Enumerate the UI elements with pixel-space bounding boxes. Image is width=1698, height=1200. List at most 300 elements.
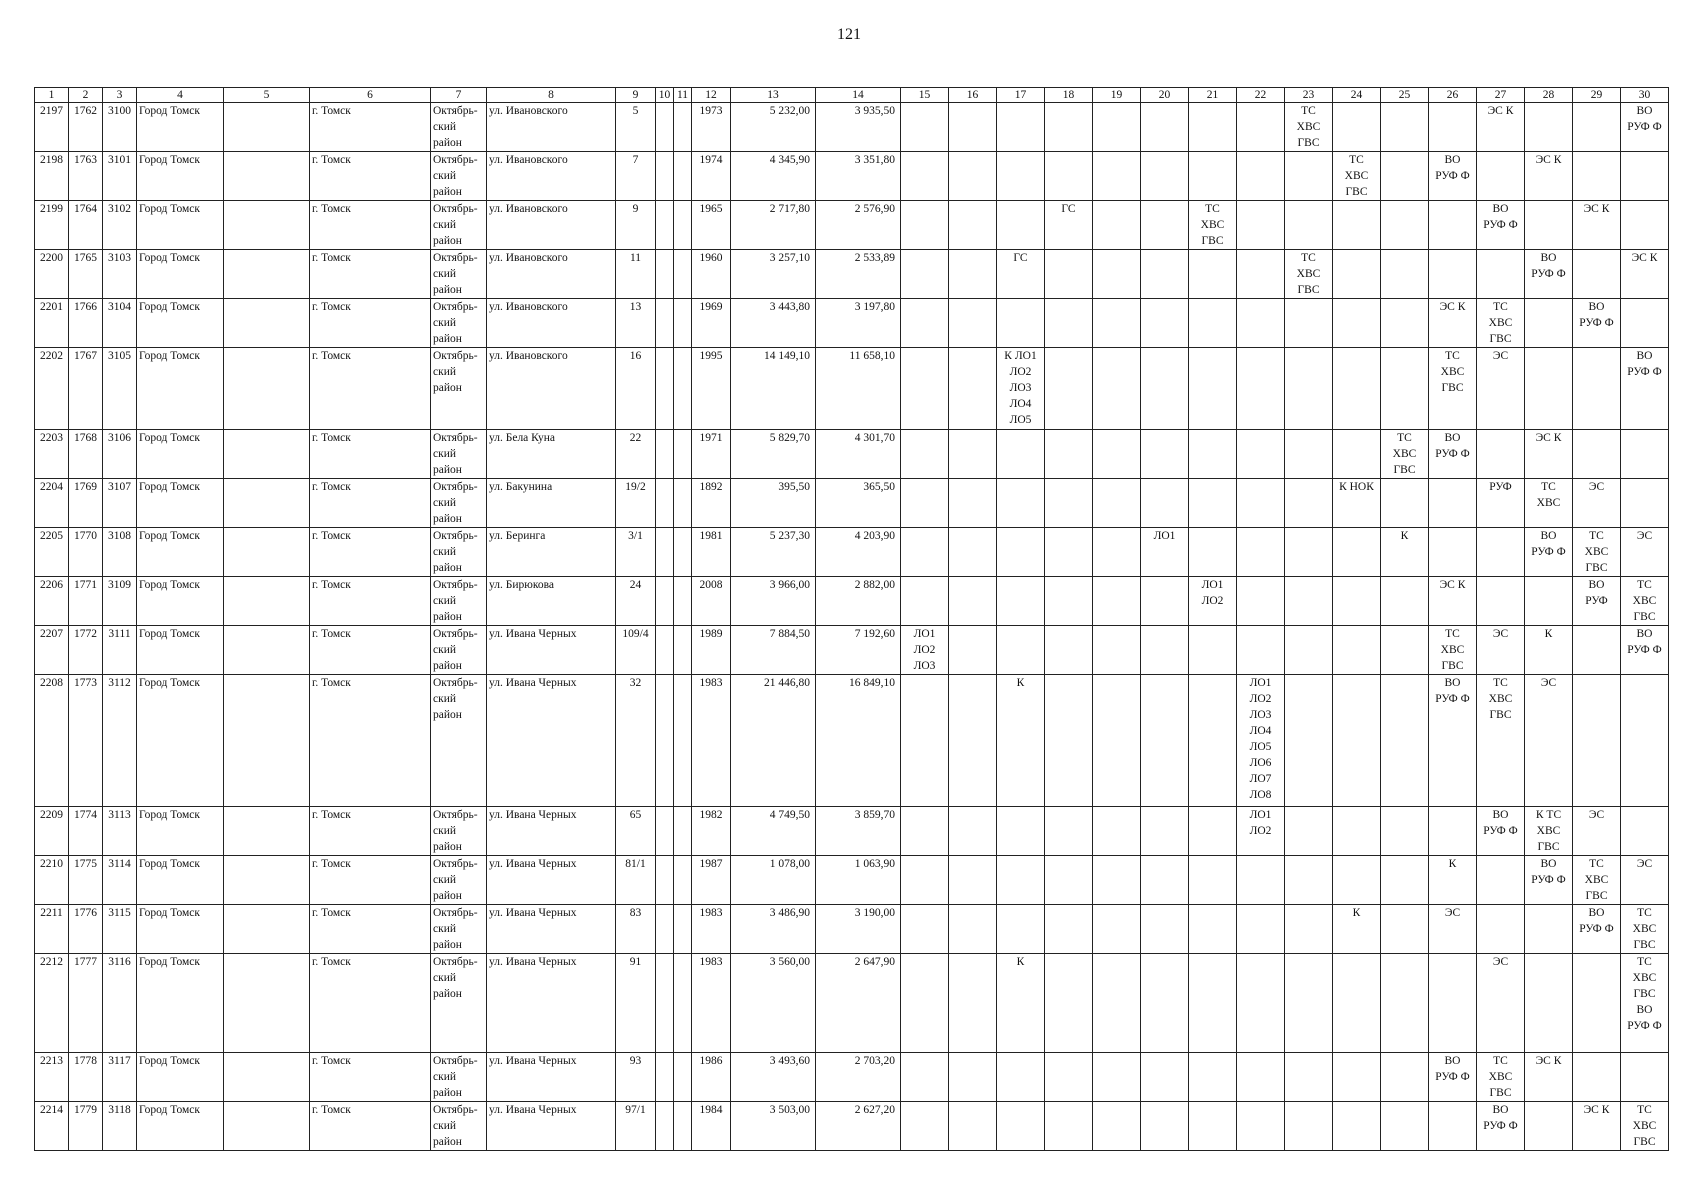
cell-col-14: 2 703,20 bbox=[816, 1053, 901, 1102]
cell-col-1: 2203 bbox=[35, 430, 69, 479]
cell-col-30 bbox=[1621, 430, 1669, 479]
cell-col-9: 13 bbox=[616, 299, 656, 348]
cell-col-18 bbox=[1045, 1053, 1093, 1102]
cell-col-15 bbox=[901, 675, 949, 807]
cell-col-13: 5 829,70 bbox=[731, 430, 816, 479]
table-row bbox=[35, 430, 1669, 479]
cell-col-16 bbox=[949, 675, 997, 807]
cell-col-8: ул. Бакунина bbox=[487, 479, 616, 528]
cell-col-7: Октябрь- ский район bbox=[431, 1053, 487, 1102]
cell-col-20 bbox=[1141, 954, 1189, 1053]
cell-col-28 bbox=[1525, 103, 1573, 152]
cell-col-1: 2201 bbox=[35, 299, 69, 348]
cell-col-6: г. Томск bbox=[310, 807, 431, 856]
cell-col-22 bbox=[1237, 430, 1285, 479]
cell-col-25 bbox=[1381, 626, 1429, 675]
cell-col-20: ЛО1 bbox=[1141, 528, 1189, 577]
cell-col-21 bbox=[1189, 348, 1237, 430]
cell-col-30: ТС ХВС ГВС ВО РУФ Ф bbox=[1621, 954, 1669, 1053]
cell-col-13: 395,50 bbox=[731, 479, 816, 528]
cell-col-7: Октябрь- ский район bbox=[431, 856, 487, 905]
cell-col-18 bbox=[1045, 905, 1093, 954]
cell-col-26 bbox=[1429, 528, 1477, 577]
cell-col-20 bbox=[1141, 201, 1189, 250]
cell-col-20 bbox=[1141, 626, 1189, 675]
cell-col-10 bbox=[656, 807, 674, 856]
cell-col-20 bbox=[1141, 1102, 1189, 1151]
cell-col-3: 3115 bbox=[103, 905, 137, 954]
cell-col-3: 3113 bbox=[103, 807, 137, 856]
cell-col-27: ВО РУФ Ф bbox=[1477, 201, 1525, 250]
cell-col-20 bbox=[1141, 807, 1189, 856]
cell-col-4: Город Томск bbox=[137, 201, 224, 250]
cell-col-4: Город Томск bbox=[137, 103, 224, 152]
cell-col-12: 1973 bbox=[692, 103, 731, 152]
table-row bbox=[35, 348, 1669, 430]
table-row bbox=[35, 577, 1669, 626]
cell-col-14: 7 192,60 bbox=[816, 626, 901, 675]
cell-col-9: 83 bbox=[616, 905, 656, 954]
cell-col-7: Октябрь- ский район bbox=[431, 528, 487, 577]
cell-col-10 bbox=[656, 528, 674, 577]
cell-col-17 bbox=[997, 1102, 1045, 1151]
cell-col-4: Город Томск bbox=[137, 807, 224, 856]
cell-col-25: К bbox=[1381, 528, 1429, 577]
cell-col-4: Город Томск bbox=[137, 1102, 224, 1151]
cell-col-3: 3103 bbox=[103, 250, 137, 299]
cell-col-16 bbox=[949, 348, 997, 430]
cell-col-10 bbox=[656, 103, 674, 152]
cell-col-8: ул. Ивана Черных bbox=[487, 675, 616, 807]
cell-col-15 bbox=[901, 807, 949, 856]
cell-col-23 bbox=[1285, 675, 1333, 807]
cell-col-18 bbox=[1045, 250, 1093, 299]
cell-col-15 bbox=[901, 528, 949, 577]
cell-col-22 bbox=[1237, 528, 1285, 577]
cell-col-1: 2197 bbox=[35, 103, 69, 152]
cell-col-1: 2208 bbox=[35, 675, 69, 807]
cell-col-25 bbox=[1381, 103, 1429, 152]
cell-col-18 bbox=[1045, 152, 1093, 201]
cell-col-16 bbox=[949, 152, 997, 201]
cell-col-10 bbox=[656, 479, 674, 528]
cell-col-6: г. Томск bbox=[310, 626, 431, 675]
cell-col-14: 4 301,70 bbox=[816, 430, 901, 479]
table-row bbox=[35, 299, 1669, 348]
cell-col-16 bbox=[949, 1053, 997, 1102]
cell-col-22 bbox=[1237, 201, 1285, 250]
cell-col-13: 21 446,80 bbox=[731, 675, 816, 807]
table-row bbox=[35, 954, 1669, 1053]
table-row bbox=[35, 626, 1669, 675]
cell-col-24: К bbox=[1333, 905, 1381, 954]
cell-col-17 bbox=[997, 626, 1045, 675]
column-header-27: 27 bbox=[1477, 88, 1525, 103]
cell-col-18 bbox=[1045, 528, 1093, 577]
cell-col-21 bbox=[1189, 430, 1237, 479]
cell-col-12: 1982 bbox=[692, 807, 731, 856]
cell-col-18 bbox=[1045, 675, 1093, 807]
cell-col-4: Город Томск bbox=[137, 479, 224, 528]
cell-col-12: 1995 bbox=[692, 348, 731, 430]
cell-col-25 bbox=[1381, 675, 1429, 807]
cell-col-1: 2214 bbox=[35, 1102, 69, 1151]
cell-col-19 bbox=[1093, 299, 1141, 348]
cell-col-6: г. Томск bbox=[310, 201, 431, 250]
cell-col-6: г. Томск bbox=[310, 954, 431, 1053]
cell-col-5 bbox=[224, 954, 310, 1053]
cell-col-18 bbox=[1045, 856, 1093, 905]
cell-col-29: ТС ХВС ГВС bbox=[1573, 528, 1621, 577]
table-row bbox=[35, 1102, 1669, 1151]
cell-col-20 bbox=[1141, 250, 1189, 299]
cell-col-12: 1987 bbox=[692, 856, 731, 905]
table-row bbox=[35, 856, 1669, 905]
cell-col-1: 2198 bbox=[35, 152, 69, 201]
cell-col-21 bbox=[1189, 299, 1237, 348]
cell-col-4: Город Томск bbox=[137, 905, 224, 954]
cell-col-16 bbox=[949, 299, 997, 348]
cell-col-26 bbox=[1429, 201, 1477, 250]
cell-col-16 bbox=[949, 807, 997, 856]
cell-col-17: К bbox=[997, 675, 1045, 807]
cell-col-23 bbox=[1285, 528, 1333, 577]
cell-col-13: 4 749,50 bbox=[731, 807, 816, 856]
cell-col-14: 2 576,90 bbox=[816, 201, 901, 250]
cell-col-30: ВО РУФ Ф bbox=[1621, 348, 1669, 430]
cell-col-1: 2199 bbox=[35, 201, 69, 250]
cell-col-2: 1773 bbox=[69, 675, 103, 807]
cell-col-6: г. Томск bbox=[310, 152, 431, 201]
cell-col-4: Город Томск bbox=[137, 954, 224, 1053]
cell-col-23 bbox=[1285, 856, 1333, 905]
cell-col-8: ул. Бела Куна bbox=[487, 430, 616, 479]
cell-col-2: 1765 bbox=[69, 250, 103, 299]
cell-col-12: 1983 bbox=[692, 675, 731, 807]
cell-col-14: 365,50 bbox=[816, 479, 901, 528]
cell-col-13: 5 232,00 bbox=[731, 103, 816, 152]
cell-col-15 bbox=[901, 479, 949, 528]
cell-col-16 bbox=[949, 626, 997, 675]
cell-col-20 bbox=[1141, 479, 1189, 528]
cell-col-3: 3104 bbox=[103, 299, 137, 348]
cell-col-27: ЭС bbox=[1477, 348, 1525, 430]
cell-col-11 bbox=[674, 1102, 692, 1151]
cell-col-25 bbox=[1381, 152, 1429, 201]
cell-col-2: 1779 bbox=[69, 1102, 103, 1151]
column-header-29: 29 bbox=[1573, 88, 1621, 103]
cell-col-24 bbox=[1333, 1102, 1381, 1151]
cell-col-29 bbox=[1573, 1053, 1621, 1102]
cell-col-12: 1960 bbox=[692, 250, 731, 299]
cell-col-17 bbox=[997, 201, 1045, 250]
cell-col-8: ул. Ивана Черных bbox=[487, 856, 616, 905]
cell-col-18 bbox=[1045, 430, 1093, 479]
cell-col-28: К ТС ХВС ГВС bbox=[1525, 807, 1573, 856]
cell-col-8: ул. Ивановского bbox=[487, 152, 616, 201]
cell-col-30 bbox=[1621, 201, 1669, 250]
cell-col-26: ВО РУФ Ф bbox=[1429, 1053, 1477, 1102]
cell-col-9: 9 bbox=[616, 201, 656, 250]
cell-col-5 bbox=[224, 905, 310, 954]
cell-col-17 bbox=[997, 905, 1045, 954]
cell-col-2: 1766 bbox=[69, 299, 103, 348]
cell-col-19 bbox=[1093, 1053, 1141, 1102]
cell-col-20 bbox=[1141, 577, 1189, 626]
cell-col-10 bbox=[656, 675, 674, 807]
cell-col-25: ТС ХВС ГВС bbox=[1381, 430, 1429, 479]
cell-col-12: 1986 bbox=[692, 1053, 731, 1102]
column-header-14: 14 bbox=[816, 88, 901, 103]
column-header-11: 11 bbox=[674, 88, 692, 103]
cell-col-26: ТС ХВС ГВС bbox=[1429, 348, 1477, 430]
column-header-25: 25 bbox=[1381, 88, 1429, 103]
cell-col-16 bbox=[949, 856, 997, 905]
cell-col-15 bbox=[901, 250, 949, 299]
cell-col-20 bbox=[1141, 1053, 1189, 1102]
cell-col-13: 3 560,00 bbox=[731, 954, 816, 1053]
cell-col-24 bbox=[1333, 807, 1381, 856]
cell-col-12: 1984 bbox=[692, 1102, 731, 1151]
cell-col-1: 2213 bbox=[35, 1053, 69, 1102]
cell-col-25 bbox=[1381, 577, 1429, 626]
cell-col-8: ул. Ивана Черных bbox=[487, 807, 616, 856]
cell-col-15 bbox=[901, 856, 949, 905]
cell-col-1: 2206 bbox=[35, 577, 69, 626]
cell-col-26: ВО РУФ Ф bbox=[1429, 675, 1477, 807]
cell-col-23 bbox=[1285, 954, 1333, 1053]
cell-col-14: 2 533,89 bbox=[816, 250, 901, 299]
cell-col-29 bbox=[1573, 430, 1621, 479]
cell-col-24 bbox=[1333, 626, 1381, 675]
cell-col-3: 3105 bbox=[103, 348, 137, 430]
cell-col-16 bbox=[949, 528, 997, 577]
cell-col-22: ЛО1 ЛО2 bbox=[1237, 807, 1285, 856]
cell-col-13: 7 884,50 bbox=[731, 626, 816, 675]
cell-col-26 bbox=[1429, 1102, 1477, 1151]
cell-col-16 bbox=[949, 905, 997, 954]
cell-col-11 bbox=[674, 905, 692, 954]
cell-col-30 bbox=[1621, 299, 1669, 348]
cell-col-30: ТС ХВС ГВС bbox=[1621, 905, 1669, 954]
cell-col-13: 4 345,90 bbox=[731, 152, 816, 201]
cell-col-29: ЭС К bbox=[1573, 201, 1621, 250]
cell-col-2: 1772 bbox=[69, 626, 103, 675]
cell-col-17 bbox=[997, 1053, 1045, 1102]
cell-col-28: ЭС К bbox=[1525, 1053, 1573, 1102]
cell-col-23 bbox=[1285, 807, 1333, 856]
cell-col-11 bbox=[674, 856, 692, 905]
cell-col-19 bbox=[1093, 430, 1141, 479]
cell-col-9: 16 bbox=[616, 348, 656, 430]
cell-col-6: г. Томск bbox=[310, 103, 431, 152]
table-body bbox=[35, 103, 1669, 1151]
cell-col-16 bbox=[949, 954, 997, 1053]
cell-col-13: 5 237,30 bbox=[731, 528, 816, 577]
cell-col-3: 3111 bbox=[103, 626, 137, 675]
cell-col-23 bbox=[1285, 1102, 1333, 1151]
cell-col-30: ТС ХВС ГВС bbox=[1621, 1102, 1669, 1151]
cell-col-30: ЭС К bbox=[1621, 250, 1669, 299]
cell-col-30: ЭС bbox=[1621, 528, 1669, 577]
cell-col-18 bbox=[1045, 626, 1093, 675]
cell-col-3: 3114 bbox=[103, 856, 137, 905]
cell-col-25 bbox=[1381, 1053, 1429, 1102]
cell-col-3: 3109 bbox=[103, 577, 137, 626]
cell-col-1: 2211 bbox=[35, 905, 69, 954]
cell-col-11 bbox=[674, 626, 692, 675]
cell-col-9: 22 bbox=[616, 430, 656, 479]
cell-col-23 bbox=[1285, 201, 1333, 250]
cell-col-8: ул. Ивановского bbox=[487, 348, 616, 430]
cell-col-4: Город Томск bbox=[137, 626, 224, 675]
cell-col-24 bbox=[1333, 430, 1381, 479]
column-header-28: 28 bbox=[1525, 88, 1573, 103]
cell-col-13: 1 078,00 bbox=[731, 856, 816, 905]
table-row bbox=[35, 528, 1669, 577]
cell-col-28 bbox=[1525, 201, 1573, 250]
cell-col-10 bbox=[656, 299, 674, 348]
cell-col-21 bbox=[1189, 528, 1237, 577]
cell-col-27 bbox=[1477, 577, 1525, 626]
cell-col-15 bbox=[901, 103, 949, 152]
cell-col-19 bbox=[1093, 905, 1141, 954]
cell-col-6: г. Томск bbox=[310, 1053, 431, 1102]
cell-col-13: 3 966,00 bbox=[731, 577, 816, 626]
cell-col-12: 1983 bbox=[692, 905, 731, 954]
cell-col-20 bbox=[1141, 299, 1189, 348]
cell-col-5 bbox=[224, 675, 310, 807]
cell-col-11 bbox=[674, 1053, 692, 1102]
cell-col-30: ТС ХВС ГВС bbox=[1621, 577, 1669, 626]
cell-col-21 bbox=[1189, 1102, 1237, 1151]
cell-col-21 bbox=[1189, 250, 1237, 299]
cell-col-26: ЭС bbox=[1429, 905, 1477, 954]
cell-col-29: ВО РУФ Ф bbox=[1573, 299, 1621, 348]
cell-col-15 bbox=[901, 430, 949, 479]
cell-col-7: Октябрь- ский район bbox=[431, 201, 487, 250]
cell-col-20 bbox=[1141, 856, 1189, 905]
cell-col-5 bbox=[224, 1053, 310, 1102]
cell-col-30: ЭС bbox=[1621, 856, 1669, 905]
cell-col-17 bbox=[997, 577, 1045, 626]
cell-col-24 bbox=[1333, 856, 1381, 905]
cell-col-5 bbox=[224, 479, 310, 528]
cell-col-17 bbox=[997, 528, 1045, 577]
cell-col-5 bbox=[224, 577, 310, 626]
cell-col-7: Октябрь- ский район bbox=[431, 299, 487, 348]
cell-col-10 bbox=[656, 152, 674, 201]
cell-col-9: 19/2 bbox=[616, 479, 656, 528]
cell-col-19 bbox=[1093, 152, 1141, 201]
cell-col-27: РУФ bbox=[1477, 479, 1525, 528]
cell-col-2: 1776 bbox=[69, 905, 103, 954]
cell-col-26 bbox=[1429, 807, 1477, 856]
cell-col-24 bbox=[1333, 954, 1381, 1053]
cell-col-9: 24 bbox=[616, 577, 656, 626]
cell-col-14: 1 063,90 bbox=[816, 856, 901, 905]
cell-col-16 bbox=[949, 250, 997, 299]
cell-col-8: ул. Ивана Черных bbox=[487, 626, 616, 675]
cell-col-19 bbox=[1093, 348, 1141, 430]
cell-col-17 bbox=[997, 430, 1045, 479]
column-header-16: 16 bbox=[949, 88, 997, 103]
cell-col-11 bbox=[674, 577, 692, 626]
cell-col-7: Октябрь- ский район bbox=[431, 103, 487, 152]
cell-col-21 bbox=[1189, 905, 1237, 954]
cell-col-9: 65 bbox=[616, 807, 656, 856]
cell-col-22 bbox=[1237, 1053, 1285, 1102]
cell-col-15 bbox=[901, 905, 949, 954]
cell-col-19 bbox=[1093, 1102, 1141, 1151]
cell-col-9: 93 bbox=[616, 1053, 656, 1102]
cell-col-10 bbox=[656, 250, 674, 299]
cell-col-19 bbox=[1093, 626, 1141, 675]
cell-col-23 bbox=[1285, 152, 1333, 201]
column-header-10: 10 bbox=[656, 88, 674, 103]
cell-col-5 bbox=[224, 626, 310, 675]
cell-col-7: Октябрь- ский район bbox=[431, 905, 487, 954]
cell-col-3: 3101 bbox=[103, 152, 137, 201]
cell-col-2: 1762 bbox=[69, 103, 103, 152]
cell-col-24 bbox=[1333, 1053, 1381, 1102]
cell-col-9: 32 bbox=[616, 675, 656, 807]
cell-col-19 bbox=[1093, 201, 1141, 250]
cell-col-21 bbox=[1189, 152, 1237, 201]
cell-col-8: ул. Ивановского bbox=[487, 201, 616, 250]
cell-col-12: 2008 bbox=[692, 577, 731, 626]
cell-col-6: г. Томск bbox=[310, 430, 431, 479]
cell-col-6: г. Томск bbox=[310, 299, 431, 348]
cell-col-2: 1769 bbox=[69, 479, 103, 528]
cell-col-25 bbox=[1381, 954, 1429, 1053]
table-row bbox=[35, 479, 1669, 528]
cell-col-25 bbox=[1381, 348, 1429, 430]
cell-col-22 bbox=[1237, 905, 1285, 954]
cell-col-14: 3 351,80 bbox=[816, 152, 901, 201]
cell-col-7: Октябрь- ский район bbox=[431, 577, 487, 626]
cell-col-23 bbox=[1285, 299, 1333, 348]
cell-col-4: Город Томск bbox=[137, 856, 224, 905]
cell-col-11 bbox=[674, 201, 692, 250]
cell-col-11 bbox=[674, 528, 692, 577]
cell-col-7: Октябрь- ский район bbox=[431, 479, 487, 528]
cell-col-19 bbox=[1093, 675, 1141, 807]
cell-col-28 bbox=[1525, 954, 1573, 1053]
cell-col-22 bbox=[1237, 348, 1285, 430]
cell-col-17 bbox=[997, 299, 1045, 348]
cell-col-26: ВО РУФ Ф bbox=[1429, 152, 1477, 201]
cell-col-6: г. Томск bbox=[310, 856, 431, 905]
cell-col-30: ВО РУФ Ф bbox=[1621, 626, 1669, 675]
cell-col-27: ВО РУФ Ф bbox=[1477, 807, 1525, 856]
cell-col-1: 2212 bbox=[35, 954, 69, 1053]
table-row bbox=[35, 905, 1669, 954]
cell-col-3: 3118 bbox=[103, 1102, 137, 1151]
cell-col-15 bbox=[901, 1102, 949, 1151]
cell-col-17 bbox=[997, 479, 1045, 528]
column-header-4: 4 bbox=[137, 88, 224, 103]
cell-col-7: Октябрь- ский район bbox=[431, 152, 487, 201]
cell-col-9: 91 bbox=[616, 954, 656, 1053]
cell-col-23 bbox=[1285, 348, 1333, 430]
cell-col-24 bbox=[1333, 299, 1381, 348]
cell-col-3: 3106 bbox=[103, 430, 137, 479]
cell-col-27 bbox=[1477, 528, 1525, 577]
cell-col-17: ГС bbox=[997, 250, 1045, 299]
cell-col-25 bbox=[1381, 250, 1429, 299]
cell-col-23 bbox=[1285, 577, 1333, 626]
